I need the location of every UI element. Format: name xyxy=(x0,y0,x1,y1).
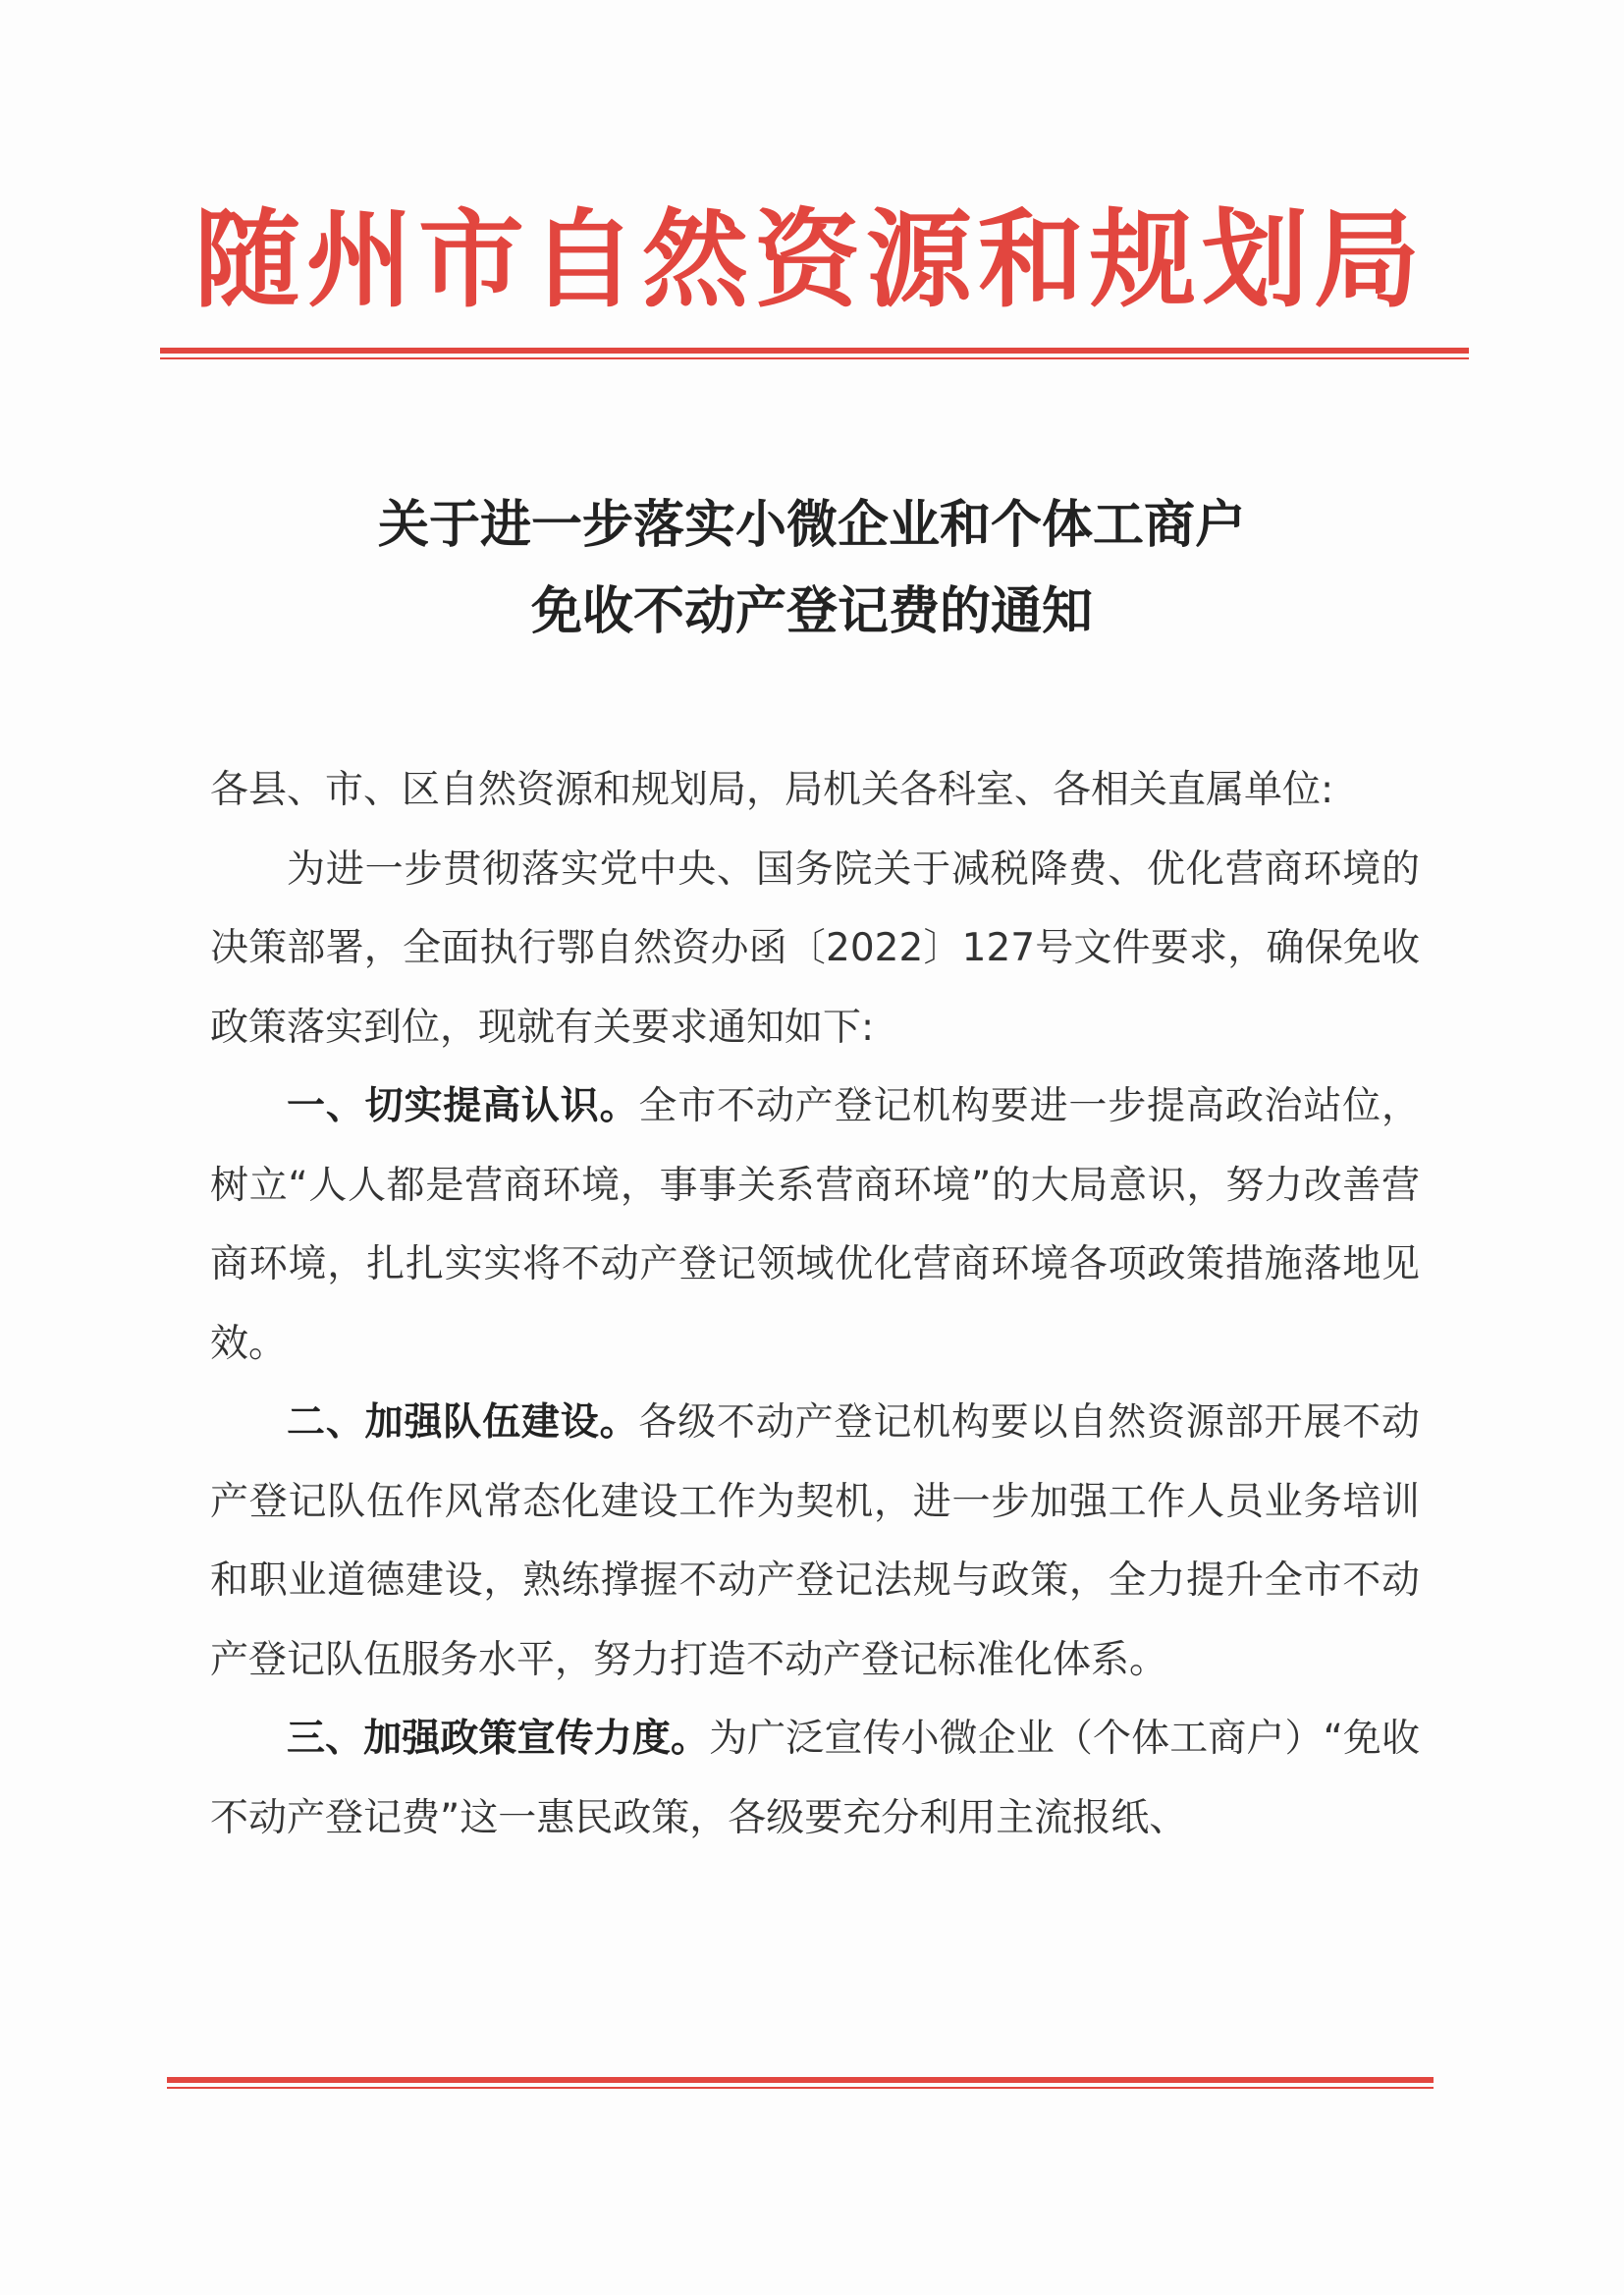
section-1-heading: 一、切实提高认识。 xyxy=(287,1084,639,1128)
header-rule-thin xyxy=(160,357,1469,359)
footer-rule-thin xyxy=(167,2087,1434,2089)
intro-paragraph: 为进一步贯彻落实党中央、国务院关于减税降费、优化营商环境的决策部署，全面执行鄂自然资办函〔2022〕127号文件要求，确保免收政策落实到位，现就有关要求通知如下: xyxy=(210,847,1420,1050)
document-body xyxy=(210,751,1420,1858)
document-title-line1: 关于进一步落实小微企业和个体工商户 xyxy=(377,495,1246,555)
header-red-rule xyxy=(160,348,1469,359)
section-2-text: 各级不动产登记机构要以自然资源部开展不动产登记队伍作风常态化建设工作为契机，进一步加强工作人员业务培训和职业道德建设，熟练撑握不动产登记法规与政策，全力提升全市不动产登记队伍服务水平，努力打造不动产登记标准化体系。 xyxy=(210,1400,1420,1682)
section-1 xyxy=(210,1067,1420,1384)
section-1-text: 全市不动产登记机构要进一步提高政治站位，树立“人人都是营商环境，事事关系营商环境”的大局意识，努力改善营商环境，扎扎实实将不动产登记领域优化营商环境各项政策措施落地见效。 xyxy=(210,1084,1420,1366)
salutation: 各县、市、区自然资源和规划局，局机关各科室、各相关直属单位: xyxy=(210,768,1334,812)
section-2-heading: 二、加强队伍建设。 xyxy=(287,1400,639,1445)
document-title-line2: 免收不动产登记费的通知 xyxy=(530,581,1093,641)
section-3-text: 为广泛宣传小微企业（个体工商户）“免收不动产登记费”这一惠民政策，各级要充分利用主流报纸、 xyxy=(210,1717,1420,1840)
section-2 xyxy=(210,1384,1420,1700)
section-3 xyxy=(210,1700,1420,1858)
footer-red-rule xyxy=(167,2077,1434,2089)
section-3-heading: 三、加强政策宣传力度。 xyxy=(287,1717,710,1761)
issuing-authority-header: 随州市自然资源和规划局 xyxy=(193,198,1426,322)
